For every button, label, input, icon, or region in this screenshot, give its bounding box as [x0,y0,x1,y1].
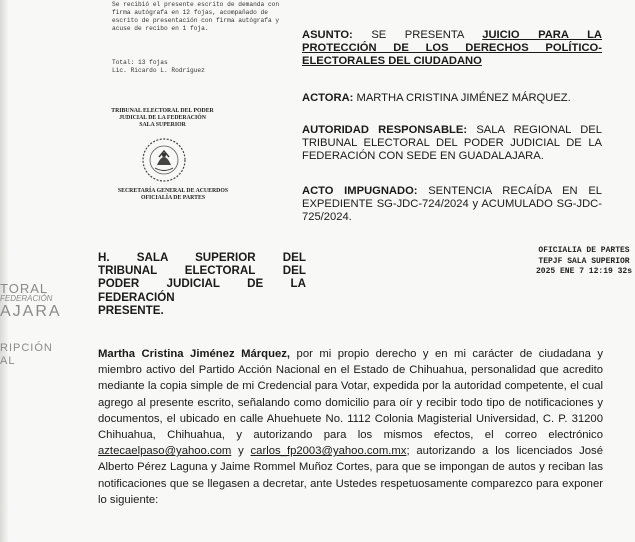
edge-fragment: TORAL [0,281,49,296]
addressee-line: TRIBUNAL ELECTORAL DEL [98,264,306,278]
oficialia-stamp [534,246,634,278]
asunto-block [302,29,602,68]
autoridad-text: SALA REGIONAL DEL TRIBUNAL ELECTORAL DEL PODER JUDICIAL DE LA FEDERACIÓN CON SEDE EN GUADALAJARA. [302,124,602,162]
edge-fragment: RIPCIÓN [0,342,53,354]
acto-label: ACTO IMPUGNADO: [302,185,418,197]
edge-fragment: AL [0,355,16,367]
seal-heading [100,108,225,129]
receiver-name: Lic. Ricardo L. Rodríguez [112,67,205,74]
seal-line: TRIBUNAL ELECTORAL DEL PODER [111,108,214,114]
reception-note: Se recibió el presente escrito de demanda con firma autógrafa en 12 fojas, acompañado de escrito de presentación con firma autógrafa y acuse de recibo en 1 foja. [112,1,280,32]
acto-text: SENTENCIA RECAÍDA EN EL EXPEDIENTE SG-JDC-724/2024 y ACUMULADO SG-JDC-725/2024. [302,185,603,223]
body-text-1: por mi propio derecho y en mi carácter de ciudadana y miembro activo del Partido Acción Nacional en el Estado de Chihuahua, personalidad que acredito mediante la copia simple de mi Credencial para Votar, expedida por la autoridad competente, el cual agrego al presente escrito, señalando como domicilio para oír y recibir todo tipo de notificaciones y documentos, el ubicado en calle Ahuehuete No. 1112 Colonia Magisterial Universidad, C. P. 31200 Chihuahua, Chihuahua, y autorizando para los mismos efectos, el correo electrónico [98,348,604,442]
edge-fragment: AJARA [0,303,62,320]
email-link-2[interactable]: carlos_fp2003@yahoo.com.mx [250,445,407,458]
seal-line: JUDICIAL DE LA FEDERACIÓN [119,115,206,121]
acto-block [302,185,602,224]
addressee-line: H. SALA SUPERIOR DEL [98,251,306,264]
total-fojas: Total: 13 fojas [112,59,168,66]
body-text-3: ; autorizando a los licenciados José Alberto Pérez Laguna y Jaime Rommel Muñoz Cortes, para que se impongan de autos y reciban las notificaciones que se llegasen a decretar, ante Ustedes respetuosamente comparezco para exponer lo siguiente: [98,445,603,506]
body-text-2: y [238,445,244,458]
reception-total [112,59,205,75]
actora-text: MARTHA CRISTINA JIMÉNEZ MÁRQUEZ. [356,92,571,104]
seal-line: SALA SUPERIOR [139,122,186,128]
edge-fragment: FEDERACIÓN [0,294,53,303]
asunto-label: ASUNTO: [302,29,353,41]
seal-footer [98,188,248,202]
oficialia-line: OFICIALIA DE PARTES [538,246,630,255]
actora-label: ACTORA: [302,92,354,104]
addressee-line: FEDERACIÓN [98,290,175,304]
asunto-text: SE PRESENTA [371,29,464,41]
asunto-title: JUICIO PARA LA PROTECCIÓN DE LOS DERECHOS POLÍTICO-ELECTORALES DEL CIUDADANO [302,29,603,67]
autoridad-label: AUTORIDAD RESPONSABLE: [302,124,468,136]
autoridad-block [302,124,602,163]
actora-block [302,92,602,105]
national-emblem-icon [141,137,187,183]
seal-line: SECRETARÍA GENERAL DE ACUERDOS [117,188,229,194]
addressee-block [98,251,306,317]
scan-edge-shadow [0,0,8,542]
addressee-line: PODER JUDICIAL DE LA [98,277,306,291]
oficialia-line: TEPJF SALA SUPERIOR [538,256,630,266]
author-name: Martha Cristina Jiménez Márquez, [98,348,291,360]
oficialia-datetime: 2025 ENE 7 12:19 32s [535,267,632,276]
body-paragraph [98,346,603,508]
addressee-line: PRESENTE. [98,303,164,317]
seal-line: OFICIALÍA DE PARTES [140,195,206,201]
email-link-1[interactable]: aztecaelpaso@yahoo.com [98,445,232,458]
